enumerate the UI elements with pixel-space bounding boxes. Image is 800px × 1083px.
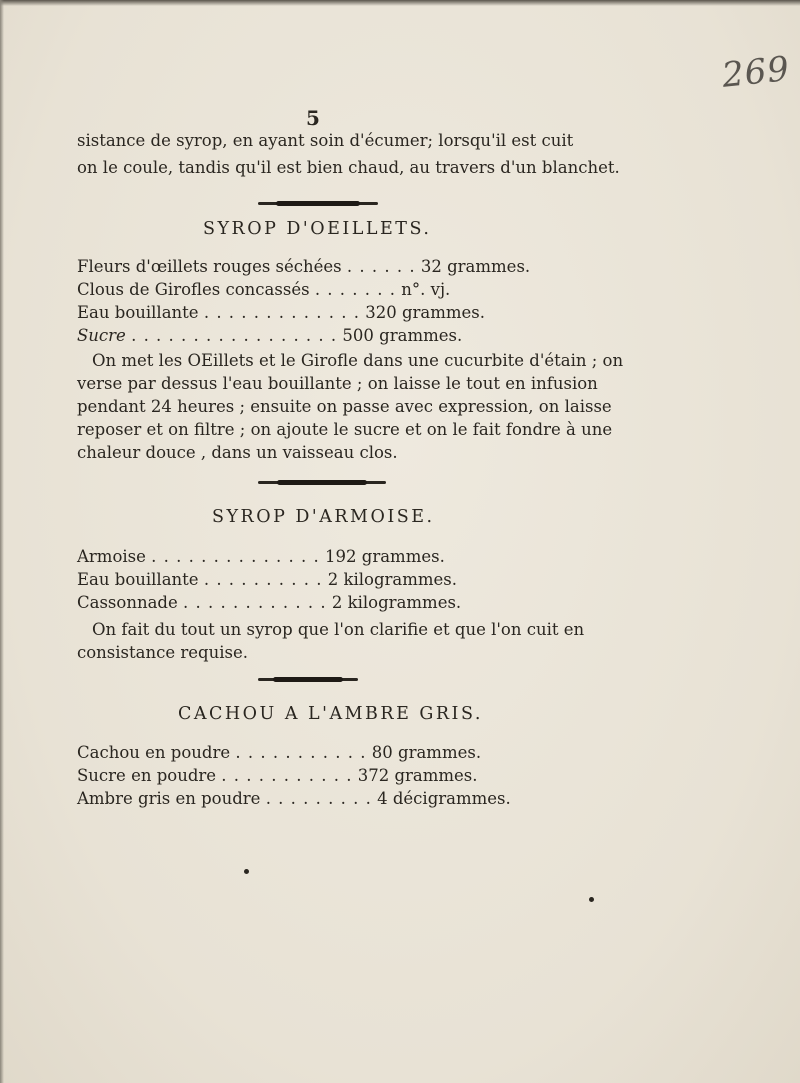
ingredient-quantity: 320 grammes.	[365, 303, 485, 322]
ingredient-name: Cachou en poudre	[77, 743, 231, 762]
leader-dots: . . . . . . .	[314, 280, 396, 299]
section-title-oeillets: SYROP D'OEILLETS.	[203, 219, 432, 239]
ingredient-quantity: 372 grammes.	[357, 766, 478, 785]
ingredient-row	[77, 593, 461, 613]
paragraph-line: On met les OEillets et le Girofle dans une cucurbite d'étain ; on	[92, 351, 624, 370]
ink-speck	[244, 869, 249, 874]
handwritten-folio-number: 269	[720, 48, 792, 96]
ingredient-name: Sucre	[77, 326, 126, 345]
ingredient-row	[77, 303, 485, 323]
ingredient-name: Clous de Girofles concassés	[77, 280, 310, 299]
ingredient-row	[77, 547, 445, 567]
leader-dots: . . . . . . . . . . . . .	[203, 303, 360, 322]
paragraph-line: chaleur douce , dans un vaisseau clos.	[77, 443, 398, 462]
ingredient-row	[77, 570, 457, 590]
section-title-armoise: SYROP D'ARMOISE.	[212, 507, 435, 527]
ingredient-name: Armoise	[77, 547, 146, 566]
leader-dots: . . . . . . . . . .	[203, 570, 323, 589]
paragraph-line: verse par dessus l'eau bouillante ; on laisse le tout en infusion	[77, 374, 598, 393]
intro-line-2: on le coule, tandis qu'il est bien chaud, au travers d'un blanchet.	[77, 158, 620, 177]
ingredient-quantity: 192 grammes.	[325, 547, 445, 566]
leader-dots: . . . . . . . . . . .	[221, 766, 353, 785]
leader-dots: . . . . . . . . . . . . . . . . .	[131, 326, 338, 345]
page-number: 5	[306, 106, 320, 130]
ingredient-name: Sucre en poudre	[77, 766, 217, 785]
paragraph-line: consistance requise.	[77, 643, 248, 662]
leader-dots: . . . . . . . . . . . .	[183, 593, 327, 612]
intro-line-1: sistance de syrop, en ayant soin d'écumer; lorsqu'il est cuit	[77, 131, 574, 150]
leader-dots: . . . . . . . . . . . . . .	[151, 547, 320, 566]
page-top-edge	[0, 0, 800, 6]
ingredient-quantity: 32 grammes.	[420, 257, 531, 276]
section-divider-3	[258, 678, 358, 681]
section-divider-1	[258, 202, 378, 205]
page-left-edge	[0, 0, 4, 1083]
ingredient-quantity: n°. vj.	[401, 280, 451, 299]
ink-speck	[589, 897, 594, 902]
ingredient-name: Eau bouillante	[77, 303, 199, 322]
ingredient-quantity: 2 kilogrammes.	[331, 593, 462, 612]
ingredient-quantity: 80 grammes.	[371, 743, 482, 762]
ingredient-name: Ambre gris en poudre	[77, 789, 261, 808]
ingredient-row	[77, 743, 481, 763]
section-divider-2	[258, 481, 386, 484]
ingredient-row	[77, 257, 530, 277]
leader-dots: . . . . . . . . .	[265, 789, 372, 808]
section-title-cachou: CACHOU A L'AMBRE GRIS.	[178, 704, 483, 724]
ingredient-name: Cassonnade	[77, 593, 178, 612]
leader-dots: . . . . . . . . . . .	[235, 743, 367, 762]
ingredient-row	[77, 766, 478, 786]
ingredient-quantity: 4 décigrammes.	[377, 789, 511, 808]
paragraph-line: On fait du tout un syrop que l'on clarifie et que l'on cuit en	[92, 620, 585, 639]
leader-dots: . . . . . .	[346, 257, 416, 276]
ingredient-quantity: 500 grammes.	[342, 326, 463, 345]
ingredient-row	[77, 789, 511, 809]
paragraph-line: pendant 24 heures ; ensuite on passe avec expression, on laisse	[77, 397, 612, 416]
ingredient-row	[77, 326, 462, 346]
ingredient-row	[77, 280, 450, 300]
ingredient-name: Eau bouillante	[77, 570, 199, 589]
ingredient-name: Fleurs d'œillets rouges séchées	[77, 257, 342, 276]
paragraph-line: reposer et on filtre ; on ajoute le sucre et on le fait fondre à une	[77, 420, 613, 439]
ingredient-quantity: 2 kilogrammes.	[327, 570, 458, 589]
